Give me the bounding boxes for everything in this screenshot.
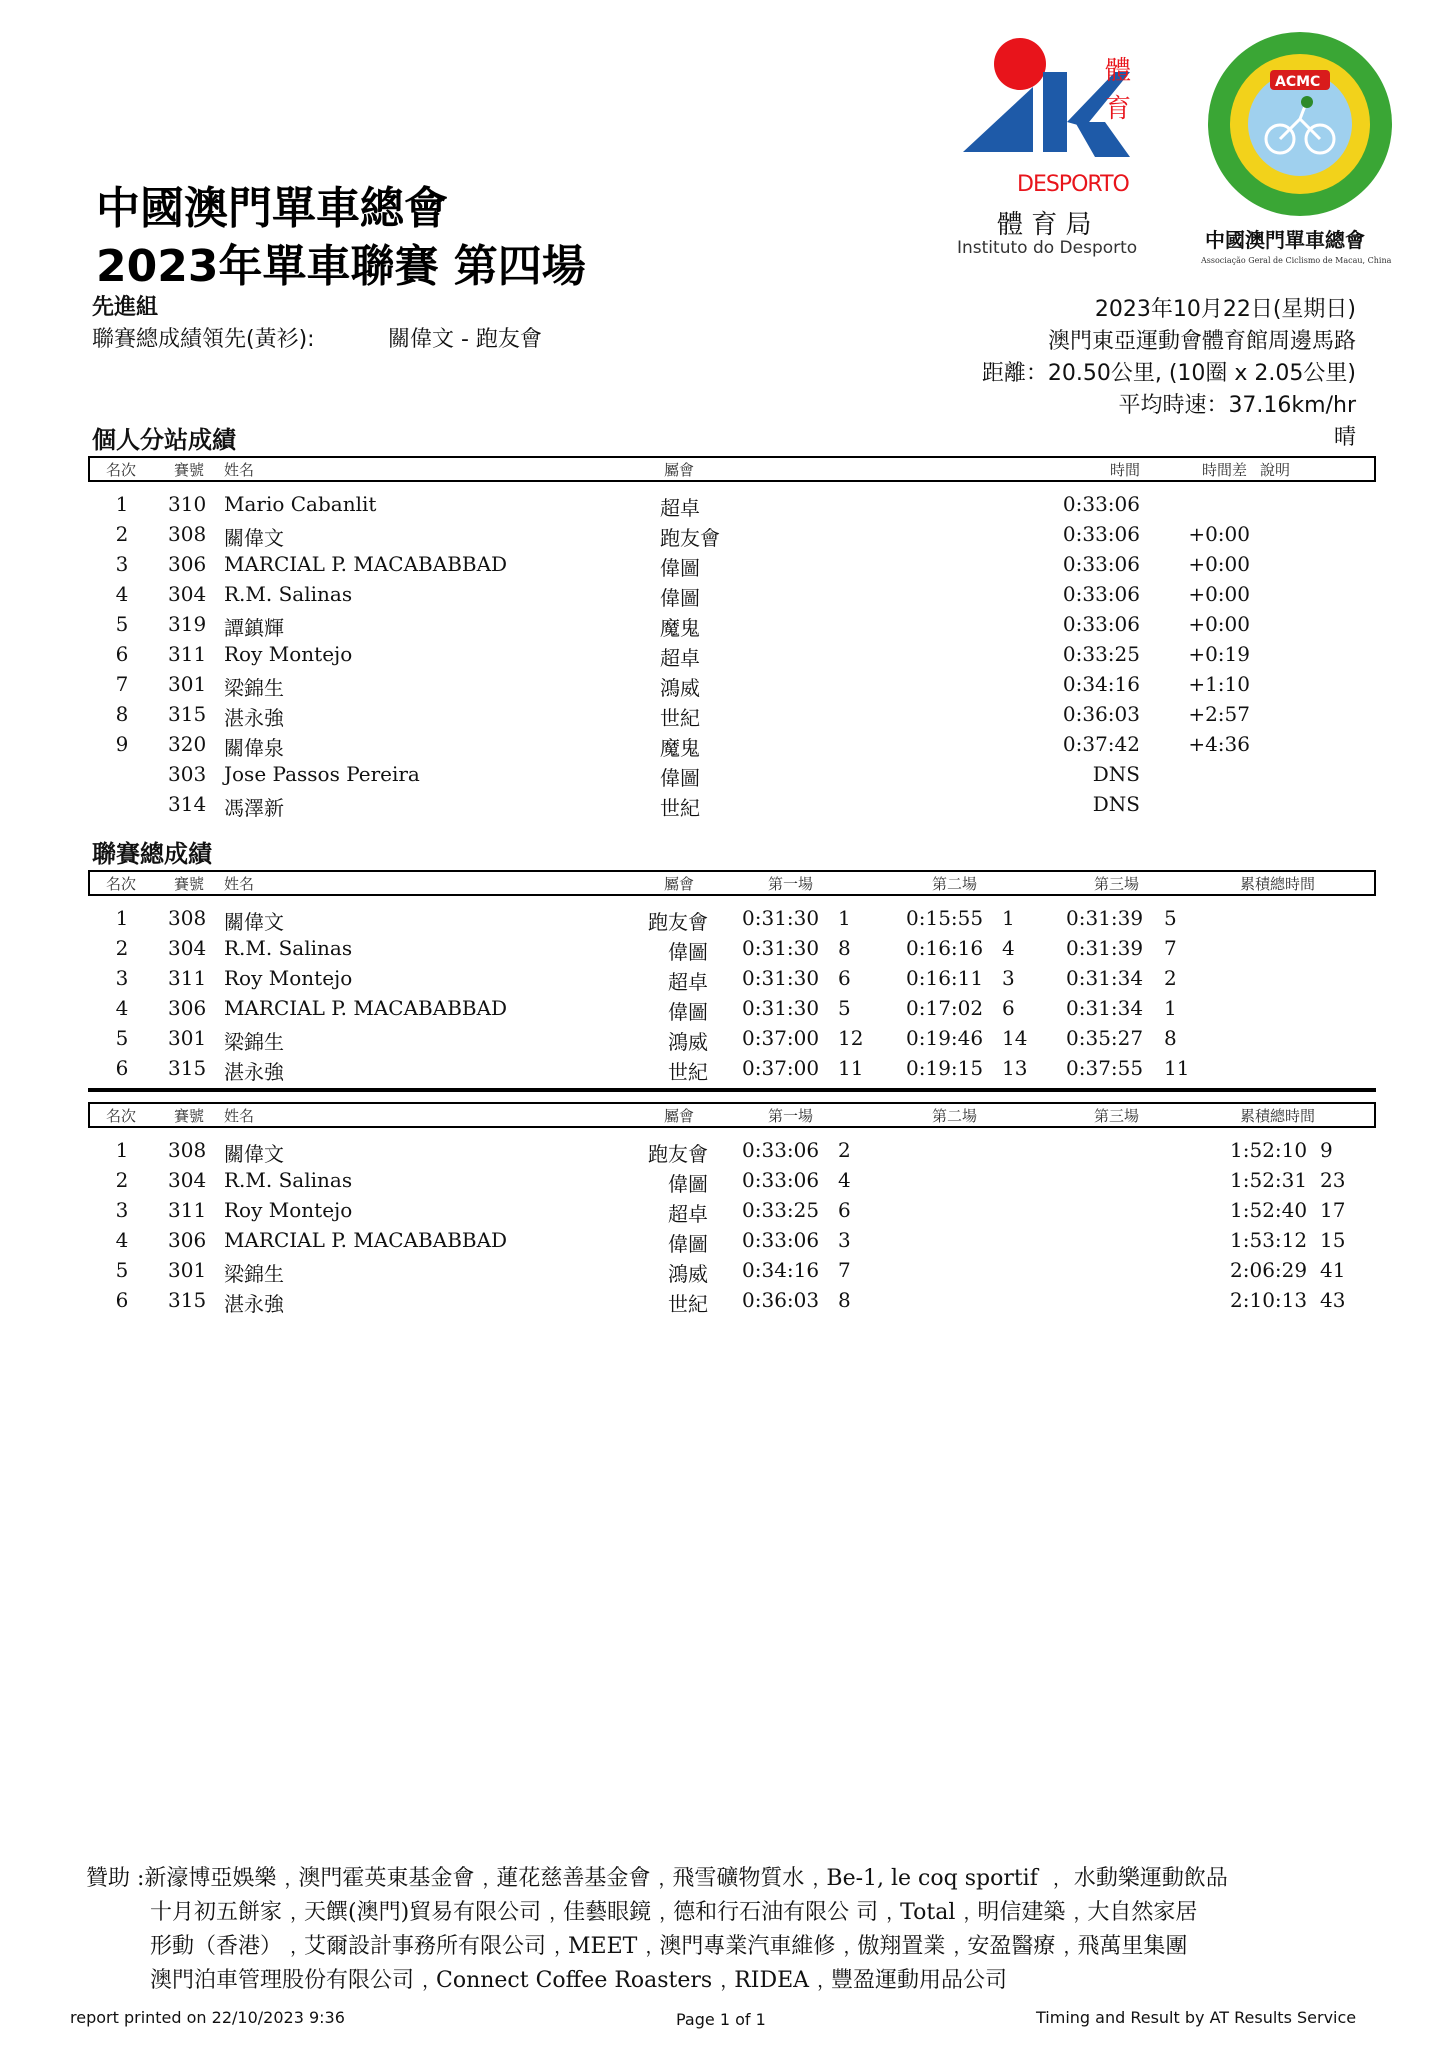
cell-club: 鴻威	[668, 1262, 708, 1286]
cell-stage2-pts: 3	[1002, 966, 1015, 990]
cell-stage3-time: 0:31:39	[1066, 906, 1144, 930]
cell-rank: 6	[115, 1288, 129, 1312]
cell-stage1-pts: 7	[838, 1258, 851, 1282]
cell-bib: 319	[168, 612, 207, 636]
desporto-char-2: 育	[1105, 94, 1132, 124]
cell-club: 超卓	[668, 970, 708, 994]
cell-gap: +2:57	[1188, 702, 1250, 726]
cell-stage3-pts: 8	[1164, 1026, 1177, 1050]
cell-time: 0:34:16	[1062, 672, 1140, 696]
cell-bib: 304	[168, 1168, 207, 1192]
footer-page: Page 1 of 1	[676, 2010, 766, 2029]
cell-stage1-pts: 6	[838, 966, 851, 990]
cell-rank: 3	[115, 1198, 129, 1222]
cell-rank: 3	[115, 552, 129, 576]
table-row	[0, 1138, 1448, 1168]
cell-bib: 308	[168, 522, 207, 546]
cell-stage2-pts: 4	[1002, 936, 1015, 960]
cell-name: MARCIAL P. MACABABBAD	[224, 552, 508, 576]
cell-name: Jose Passos Pereira	[224, 762, 420, 786]
cell-club: 偉圖	[660, 766, 700, 790]
cell-name: Roy Montejo	[224, 642, 353, 666]
table-row	[0, 522, 1448, 552]
cell-total-pts: 23	[1320, 1168, 1346, 1192]
cell-rank: 7	[115, 672, 129, 696]
cell-club: 魔鬼	[660, 736, 700, 760]
table-row	[0, 1228, 1448, 1258]
cell-bib: 306	[168, 996, 207, 1020]
cell-gap: +0:19	[1188, 642, 1250, 666]
cell-name: Mario Cabanlit	[224, 492, 377, 516]
cell-stage1-pts: 12	[838, 1026, 864, 1050]
cell-stage1-time: 0:33:06	[742, 1228, 820, 1252]
cell-name: 梁錦生	[224, 1030, 284, 1054]
footer-printed: report printed on 22/10/2023 9:36	[70, 2008, 345, 2027]
cell-stage1-pts: 1	[838, 906, 851, 930]
table-row	[0, 792, 1448, 822]
cell-club: 偉圖	[668, 1000, 708, 1024]
cell-bib: 311	[168, 1198, 207, 1222]
desporto-pt: Instituto do Desporto	[957, 238, 1138, 258]
cell-stage2-time: 0:16:11	[906, 966, 984, 990]
table-row	[0, 1258, 1448, 1288]
cell-club: 世紀	[668, 1060, 708, 1084]
cell-time: 0:33:06	[1062, 612, 1140, 636]
cell-bib: 306	[168, 1228, 207, 1252]
cell-name: MARCIAL P. MACABABBAD	[224, 996, 508, 1020]
cell-name: 關偉泉	[224, 736, 284, 760]
cell-total-pts: 15	[1320, 1228, 1346, 1252]
cell-name: 關偉文	[224, 1142, 284, 1166]
cell-stage1-time: 0:31:30	[742, 936, 820, 960]
cell-bib: 308	[168, 906, 207, 930]
cell-club: 鴻威	[668, 1030, 708, 1054]
desporto-text: DESPORTO	[1017, 172, 1129, 197]
cell-club: 偉圖	[668, 940, 708, 964]
table-row	[0, 762, 1448, 792]
table-row	[0, 1168, 1448, 1198]
cell-stage1-pts: 11	[838, 1056, 864, 1080]
cell-stage2-time: 0:19:15	[906, 1056, 984, 1080]
cell-total-time: 2:06:29	[1230, 1258, 1308, 1282]
cell-club: 偉圖	[660, 586, 700, 610]
cell-club: 魔鬼	[660, 616, 700, 640]
cell-bib: 304	[168, 582, 207, 606]
desporto-cn: 體 育 局	[997, 210, 1092, 240]
cell-name: 梁錦生	[224, 676, 284, 700]
cell-club: 偉圖	[668, 1172, 708, 1196]
cell-club: 鴻威	[660, 676, 700, 700]
cell-stage2-pts: 14	[1002, 1026, 1028, 1050]
cell-time: 0:37:42	[1062, 732, 1140, 756]
cell-bib: 315	[168, 1056, 207, 1080]
cell-total-time: 1:52:10	[1230, 1138, 1308, 1162]
cell-name: 梁錦生	[224, 1262, 284, 1286]
cell-stage1-time: 0:37:00	[742, 1026, 820, 1050]
league-results-2-header: 名次 賽號 姓名 屬會 第一場 第二場 第三場 累積總時間	[88, 1102, 1376, 1128]
leader-value: 關偉文 - 跑友會	[388, 327, 542, 352]
table-row	[0, 612, 1448, 642]
cell-name: 關偉文	[224, 910, 284, 934]
category-label: 先進組	[92, 295, 159, 320]
cell-club: 超卓	[668, 1202, 708, 1226]
cell-stage1-time: 0:31:30	[742, 906, 820, 930]
cell-total-time: 1:52:31	[1230, 1168, 1308, 1192]
cell-total-time: 1:53:12	[1230, 1228, 1308, 1252]
cell-time: DNS	[1092, 762, 1140, 786]
cell-gap: +1:10	[1188, 672, 1250, 696]
cell-club: 跑友會	[660, 526, 720, 550]
cell-total-pts: 43	[1320, 1288, 1346, 1312]
cell-rank: 2	[115, 1168, 129, 1192]
cell-time: 0:33:06	[1062, 582, 1140, 606]
cell-total-pts: 17	[1320, 1198, 1346, 1222]
desporto-logo	[955, 32, 1175, 272]
table-row	[0, 732, 1448, 762]
cell-rank: 8	[115, 702, 129, 726]
table-row	[0, 492, 1448, 522]
section-divider	[88, 1088, 1376, 1092]
table-row	[0, 582, 1448, 612]
cell-stage2-time: 0:16:16	[906, 936, 984, 960]
cell-club: 超卓	[660, 496, 700, 520]
cell-rank: 3	[115, 966, 129, 990]
cell-club: 跑友會	[648, 910, 708, 934]
table-row	[0, 996, 1448, 1026]
cell-name: 湛永強	[224, 1060, 284, 1084]
cell-bib: 315	[168, 1288, 207, 1312]
cell-club: 偉圖	[660, 556, 700, 580]
cell-stage1-pts: 8	[838, 936, 851, 960]
table-row	[0, 966, 1448, 996]
cell-stage1-time: 0:34:16	[742, 1258, 820, 1282]
cell-stage2-time: 0:17:02	[906, 996, 984, 1020]
race-weather: 晴	[1333, 425, 1356, 450]
cell-name: 關偉文	[224, 526, 284, 550]
cell-bib: 315	[168, 702, 207, 726]
cell-stage1-pts: 3	[838, 1228, 851, 1252]
cell-bib: 301	[168, 1026, 207, 1050]
cell-gap: +4:36	[1188, 732, 1250, 756]
cell-stage2-pts: 1	[1002, 906, 1015, 930]
cell-name: Roy Montejo	[224, 966, 353, 990]
cell-stage3-time: 0:35:27	[1066, 1026, 1144, 1050]
cell-club: 跑友會	[648, 1142, 708, 1166]
cell-club: 超卓	[660, 646, 700, 670]
cell-stage1-pts: 8	[838, 1288, 851, 1312]
table-row	[0, 672, 1448, 702]
acmc-abbr: ACMC	[1275, 74, 1321, 90]
cell-rank: 6	[115, 642, 129, 666]
cell-bib: 311	[168, 966, 207, 990]
cell-bib: 311	[168, 642, 207, 666]
stage-results-header: 名次 賽號 姓名 屬會 時間 時間差 說明	[88, 456, 1376, 482]
table-row	[0, 906, 1448, 936]
cell-name: 馮澤新	[224, 796, 284, 820]
cell-total-time: 1:52:40	[1230, 1198, 1308, 1222]
cell-stage1-time: 0:33:06	[742, 1168, 820, 1192]
league-results-title: 聯賽總成績	[92, 840, 212, 868]
cell-club: 世紀	[668, 1292, 708, 1316]
cell-stage1-pts: 6	[838, 1198, 851, 1222]
cell-bib: 320	[168, 732, 207, 756]
desporto-char-1: 體	[1105, 56, 1132, 86]
cell-bib: 314	[168, 792, 207, 816]
cell-stage3-time: 0:31:34	[1066, 996, 1144, 1020]
cell-rank: 4	[115, 582, 129, 606]
cell-rank: 1	[115, 1138, 129, 1162]
cell-name: R.M. Salinas	[224, 1168, 353, 1192]
cell-stage1-time: 0:37:00	[742, 1056, 820, 1080]
cell-gap: +0:00	[1188, 582, 1250, 606]
leader-label: 聯賽總成績領先(黃衫):	[92, 327, 315, 352]
cell-stage3-pts: 1	[1164, 996, 1177, 1020]
cell-rank: 5	[115, 612, 129, 636]
cell-rank: 2	[115, 522, 129, 546]
cell-stage3-pts: 7	[1164, 936, 1177, 960]
cell-time: DNS	[1092, 792, 1140, 816]
cell-stage3-pts: 2	[1164, 966, 1177, 990]
table-row	[0, 642, 1448, 672]
cell-bib: 304	[168, 936, 207, 960]
stage-results-title: 個人分站成績	[92, 426, 236, 454]
race-distance: 距離：20.50公里, (10圈 x 2.05公里)	[981, 361, 1356, 386]
cell-stage3-pts: 11	[1164, 1056, 1190, 1080]
table-row	[0, 1056, 1448, 1086]
cell-total-pts: 41	[1320, 1258, 1346, 1282]
cell-total-pts: 9	[1320, 1138, 1333, 1162]
cell-stage3-time: 0:37:55	[1066, 1056, 1144, 1080]
cell-stage1-pts: 2	[838, 1138, 851, 1162]
cell-rank: 5	[115, 1258, 129, 1282]
sponsors-line-3: 形動（香港）﹐艾爾設計事務所有限公司﹐MEET﹐澳門專業汽車維修﹐傲翔置業﹐安盈醫療﹐飛萬里集團	[150, 1934, 1188, 1959]
table-row	[0, 1198, 1448, 1228]
cell-stage1-pts: 4	[838, 1168, 851, 1192]
cell-rank: 4	[115, 996, 129, 1020]
cell-gap: +0:00	[1188, 552, 1250, 576]
cell-bib: 303	[168, 762, 207, 786]
acmc-emblem-icon	[1195, 24, 1405, 224]
sponsors-line-1: 贊助 :新濠博亞娛樂﹐澳門霍英東基金會﹐蓮花慈善基金會﹐飛雪礦物質水﹐Be-1, le coq sportif ﹐ 水動樂運動飲品	[86, 1866, 1228, 1891]
cell-time: 0:36:03	[1062, 702, 1140, 726]
cell-stage1-time: 0:36:03	[742, 1288, 820, 1312]
cell-bib: 310	[168, 492, 207, 516]
cell-bib: 306	[168, 552, 207, 576]
cell-stage1-time: 0:31:30	[742, 966, 820, 990]
cell-stage3-time: 0:31:39	[1066, 936, 1144, 960]
cell-club: 偉圖	[668, 1232, 708, 1256]
race-venue: 澳門東亞運動會體育館周邊馬路	[1047, 329, 1356, 354]
cell-time: 0:33:06	[1062, 492, 1140, 516]
cell-time: 0:33:25	[1062, 642, 1140, 666]
cell-name: 譚鎮輝	[224, 616, 284, 640]
cell-rank: 1	[115, 906, 129, 930]
page-subtitle: 2023年單車聯賽 第四場	[96, 241, 586, 292]
cell-club: 世紀	[660, 706, 700, 730]
page-title: 中國澳門單車總會	[96, 183, 448, 234]
cell-name: 湛永強	[224, 1292, 284, 1316]
cell-time: 0:33:06	[1062, 552, 1140, 576]
race-avg-speed: 平均時速：37.16km/hr	[1118, 393, 1356, 418]
cell-rank: 1	[115, 492, 129, 516]
league-results-header: 名次 賽號 姓名 屬會 第一場 第二場 第三場 累積總時間	[88, 870, 1376, 896]
cell-rank: 5	[115, 1026, 129, 1050]
cell-stage2-time: 0:19:46	[906, 1026, 984, 1050]
cell-rank: 9	[115, 732, 129, 756]
cell-rank: 2	[115, 936, 129, 960]
cell-stage1-time: 0:31:30	[742, 996, 820, 1020]
cell-bib: 308	[168, 1138, 207, 1162]
cell-rank: 6	[115, 1056, 129, 1080]
acmc-logo	[1195, 24, 1405, 274]
cell-name: R.M. Salinas	[224, 582, 353, 606]
cell-gap: +0:00	[1188, 522, 1250, 546]
cell-stage2-pts: 6	[1002, 996, 1015, 1020]
cell-club: 世紀	[660, 796, 700, 820]
cell-name: R.M. Salinas	[224, 936, 353, 960]
cell-gap: +0:00	[1188, 612, 1250, 636]
cell-name: 湛永強	[224, 706, 284, 730]
cell-stage1-time: 0:33:25	[742, 1198, 820, 1222]
cell-bib: 301	[168, 672, 207, 696]
cell-stage2-time: 0:15:55	[906, 906, 984, 930]
cell-rank: 4	[115, 1228, 129, 1252]
cell-bib: 301	[168, 1258, 207, 1282]
table-row	[0, 702, 1448, 732]
cell-stage1-time: 0:33:06	[742, 1138, 820, 1162]
race-date: 2023年10月22日(星期日)	[1094, 297, 1356, 322]
sponsors-line-4: 澳門泊車管理股份有限公司﹐Connect Coffee Roasters﹐RIDEA﹐豐盈運動用品公司	[150, 1968, 1008, 1993]
acmc-cn: 中國澳門單車總會	[1205, 228, 1365, 252]
table-row	[0, 1288, 1448, 1318]
table-row	[0, 936, 1448, 966]
cell-stage3-pts: 5	[1164, 906, 1177, 930]
acmc-pt: Associação Geral de Ciclismo de Macau, China	[1201, 256, 1392, 265]
footer-timing: Timing and Result by AT Results Service	[1036, 2008, 1357, 2027]
sponsors-line-2: 十月初五餅家﹐天饌(澳門)貿易有限公司﹐佳藝眼鏡﹐德和行石油有限公 司﹐Total﹐明信建築﹐大自然家居	[150, 1900, 1198, 1925]
cell-stage3-time: 0:31:34	[1066, 966, 1144, 990]
cell-stage2-pts: 13	[1002, 1056, 1028, 1080]
table-row	[0, 1026, 1448, 1056]
cell-name: Roy Montejo	[224, 1198, 353, 1222]
cell-total-time: 2:10:13	[1230, 1288, 1308, 1312]
cell-time: 0:33:06	[1062, 522, 1140, 546]
table-row	[0, 552, 1448, 582]
cell-stage1-pts: 5	[838, 996, 851, 1020]
cell-name: MARCIAL P. MACABABBAD	[224, 1228, 508, 1252]
